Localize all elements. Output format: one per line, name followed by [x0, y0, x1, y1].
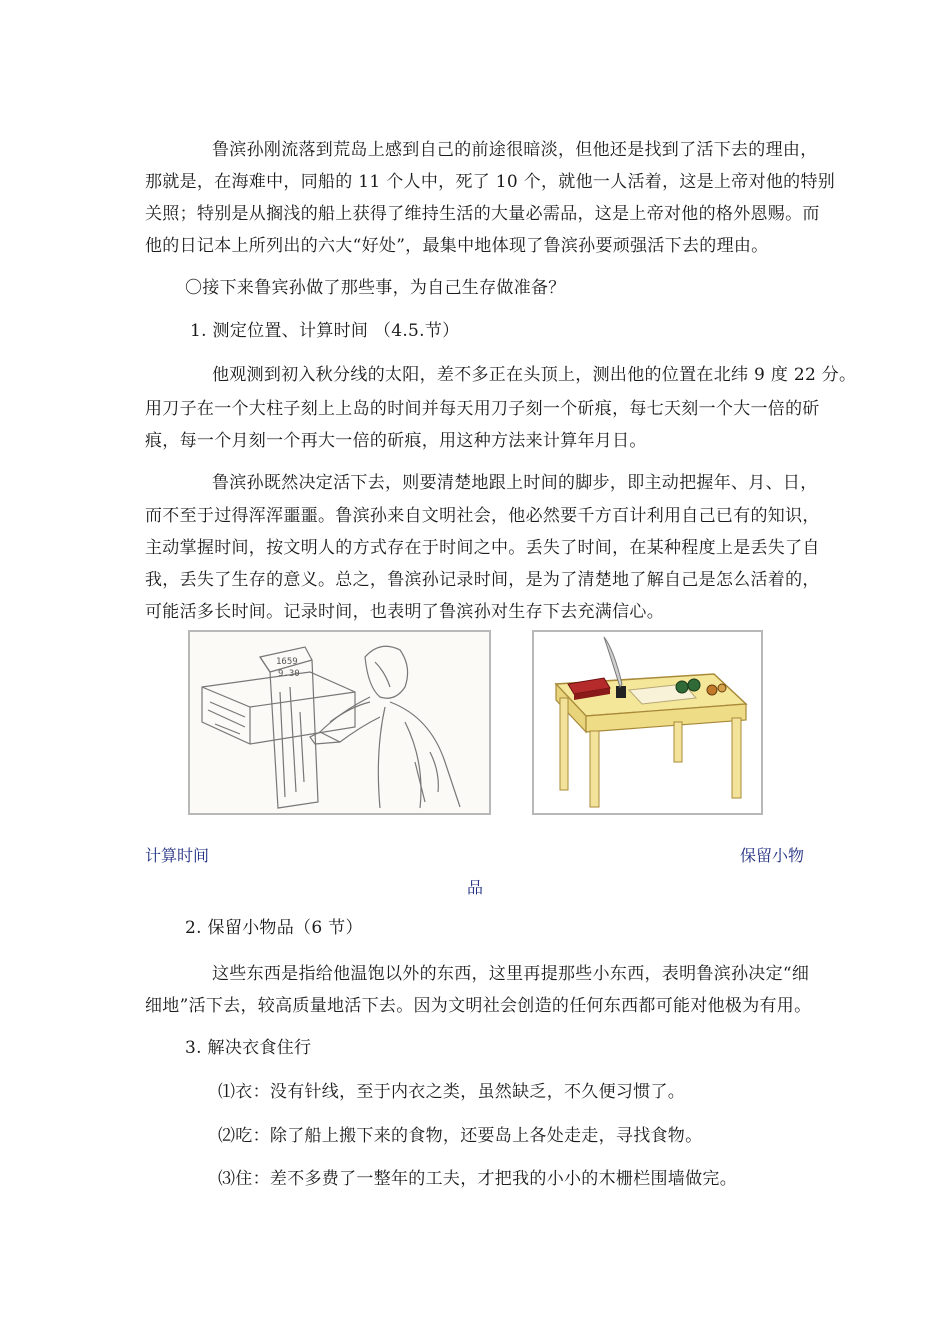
- p2-line-1: 他观测到初入秋分线的太阳，差不多正在头顶上，测出他的位置在北纬 9 度 22 分。: [212, 365, 857, 385]
- section-heading-3: 3. 解决衣食住行: [185, 1038, 312, 1058]
- p3-line-5: 可能活多长时间。记录时间，也表明了鲁滨孙对生存下去充满信心。: [145, 602, 664, 622]
- figure-small-items: [532, 630, 763, 815]
- figure-carving-time: [188, 630, 491, 815]
- post-carved-year: 1659: [276, 657, 298, 667]
- p1-line-3: 关照；特别是从搁浅的船上获得了维持生活的大量必需品，这是上帝对他的格外恩赐。而: [145, 204, 820, 224]
- p2-line-2: 用刀子在一个大柱子刻上上岛的时间并每天用刀子刻一个斫痕，每七天刻一个大一倍的斫: [145, 399, 820, 419]
- item-housing: ⑶住：差不多费了一整年的工夫，才把我的小小的木栅栏围墙做完。: [218, 1169, 737, 1189]
- p4-line-2: 细地”活下去，较高质量地活下去。因为文明社会创造的任何东西都可能对他极为有用。: [145, 996, 812, 1016]
- p3-line-4: 我，丢失了生存的意义。总之，鲁滨孙记录时间，是为了清楚地了解自己是怎么活着的，: [145, 570, 820, 590]
- p1-line-4: 他的日记本上所列出的六大“好处”，最集中地体现了鲁滨孙要顽强活下去的理由。: [145, 236, 769, 256]
- p4-line-1: 这些东西是指给他温饱以外的东西，这里再提那些小东西，表明鲁滨孙决定“细: [212, 964, 810, 984]
- caption-counting-time: 计算时间: [145, 846, 210, 865]
- p3-line-2: 而不至于过得浑浑噩噩。鲁滨孙来自文明社会，他必然要千方百计利用自己已有的知识，: [145, 506, 820, 526]
- p1-line-2: 那就是，在海难中，同船的 11 个人中，死了 10 个，就他一人活着，这是上帝对他的特别: [145, 172, 836, 192]
- table-illustration: [534, 632, 761, 813]
- p1-line-1: 鲁滨孙刚流落到荒岛上感到自己的前途很暗淡，但他还是找到了活下去的理由，: [212, 140, 818, 160]
- caption-small-items-part2: 品: [467, 878, 484, 897]
- post-carved-date: 9.30: [278, 669, 300, 679]
- item-food: ⑵吃：除了船上搬下来的食物，还要岛上各处走走，寻找食物。: [218, 1126, 703, 1146]
- p2-line-3: 痕，每一个月刻一个再大一倍的斫痕，用这种方法来计算年月日。: [145, 431, 647, 451]
- question-line: 〇接下来鲁宾孙做了那些事，为自己生存做准备？: [185, 278, 566, 298]
- caption-small-items-part1: 保留小物: [740, 846, 805, 865]
- section-heading-1: 1. 测定位置、计算时间 （4.5.节）: [190, 321, 460, 341]
- carving-illustration: [190, 632, 489, 813]
- item-clothing: ⑴衣：没有针线，至于内衣之类，虽然缺乏，不久便习惯了。: [218, 1082, 686, 1102]
- p3-line-1: 鲁滨孙既然决定活下去，则要清楚地跟上时间的脚步，即主动把握年、月、日，: [212, 473, 818, 493]
- p3-line-3: 主动掌握时间，按文明人的方式存在于时间之中。丢失了时间，在某种程度上是丢失了自: [145, 538, 820, 558]
- section-heading-2: 2. 保留小物品（6 节）: [185, 918, 363, 938]
